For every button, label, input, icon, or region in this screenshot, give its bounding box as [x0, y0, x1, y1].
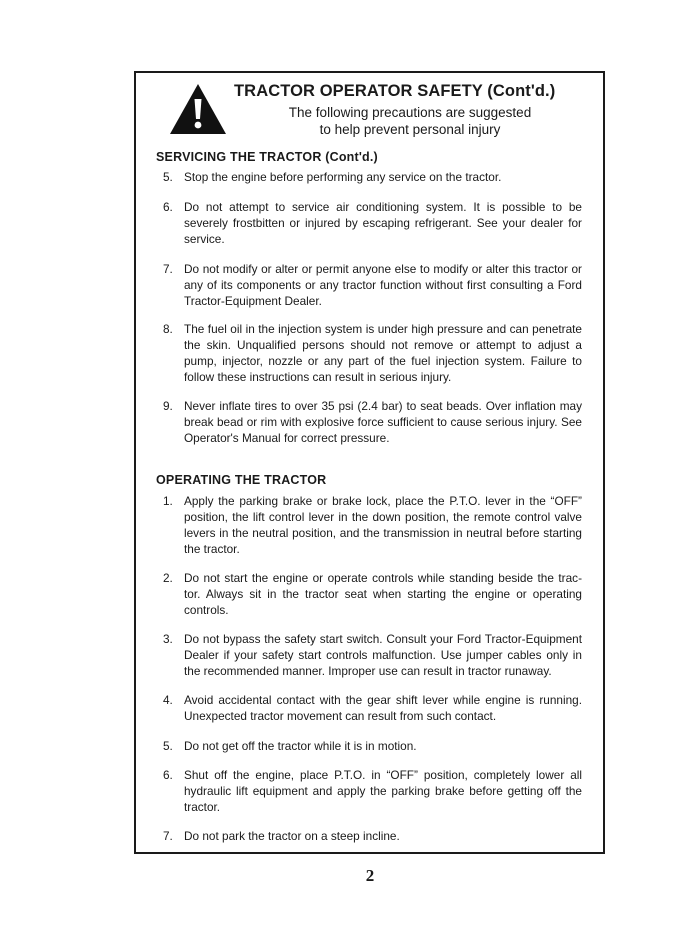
item-text: Do not attempt to service air conditioning system. It is possible to be severely frostbitten or injured by escaping refrigerant. See your dealer for service. — [184, 200, 582, 246]
item-number: 7. — [163, 262, 173, 276]
item-text: Shut off the engine, place P.T.O. in “OFF” position, completely lower all hydraulic lift equipment and apply the parking brake before getting off the tractor. — [184, 768, 582, 814]
safety-box-frame — [134, 71, 605, 854]
item-text: Do not park the tractor on a steep incline. — [184, 829, 400, 843]
subtitle-line-1: The following precautions are suggested — [288, 105, 532, 120]
item-text: Apply the parking brake or brake lock, place the P.T.O. lever in the “OFF” position, the lift control lever in the down position, the remote control valve levers in the neutral position, and the transmission in neutral before starting the tractor. — [184, 494, 582, 556]
item-number: 4. — [163, 693, 173, 707]
item-text: Avoid accidental contact with the gear shift lever while engine is running. Unexpected tractor movement can result from such contact. — [184, 693, 582, 723]
item-number: 2. — [163, 571, 173, 585]
item-text: The fuel oil in the injection system is under high pressure and can penetrate the skin. Unqualified persons should not remove or attempt to adjust a pump, injector, nozzle or any part of the fuel injection system. Failure to follow these instructions can result in serious injury. — [184, 322, 582, 384]
item-number: 7. — [163, 829, 173, 843]
item-number: 1. — [163, 494, 173, 508]
item-text: Do not bypass the safety start switch. Consult your Ford Tractor-Equipment Dealer if your safety start controls malfunction. Use jumper cables only in the recommended manner. Improper use can result in tractor runaway. — [184, 632, 582, 678]
item-text: Do not modify or alter or permit anyone else to modify or alter this tractor or any of its components or any tractor function without first consulting a Ford Tractor-Equipment Dealer. — [184, 262, 582, 308]
item-number: 5. — [163, 739, 173, 753]
item-number: 8. — [163, 322, 173, 336]
item-text: Do not get off the tractor while it is in motion. — [184, 739, 417, 753]
servicing-heading: SERVICING THE TRACTOR (Cont'd.) — [156, 150, 378, 164]
item-number: 3. — [163, 632, 173, 646]
operating-heading: OPERATING THE TRACTOR — [156, 473, 327, 487]
item-number: 6. — [163, 768, 173, 782]
item-number: 5. — [163, 170, 173, 184]
page-number: 2 — [365, 866, 375, 885]
subtitle-line-2: to help prevent personal injury — [319, 122, 501, 137]
item-number: 9. — [163, 399, 173, 413]
item-number: 6. — [163, 200, 173, 214]
item-text: Do not start the engine or operate controls while standing beside the trac-tor. Always sit in the tractor seat when starting the engine or operating controls. — [184, 571, 582, 617]
item-text: Never inflate tires to over 35 psi (2.4 bar) to seat beads. Over inflation may break bead or rim with explosive force sufficient to cause serious injury. See Operator's Manual for correct pressure. — [184, 399, 582, 445]
item-text: Stop the engine before performing any service on the tractor. — [184, 170, 502, 184]
warning-triangle-icon — [169, 83, 227, 135]
page-title: TRACTOR OPERATOR SAFETY (Cont'd.) — [234, 82, 556, 100]
